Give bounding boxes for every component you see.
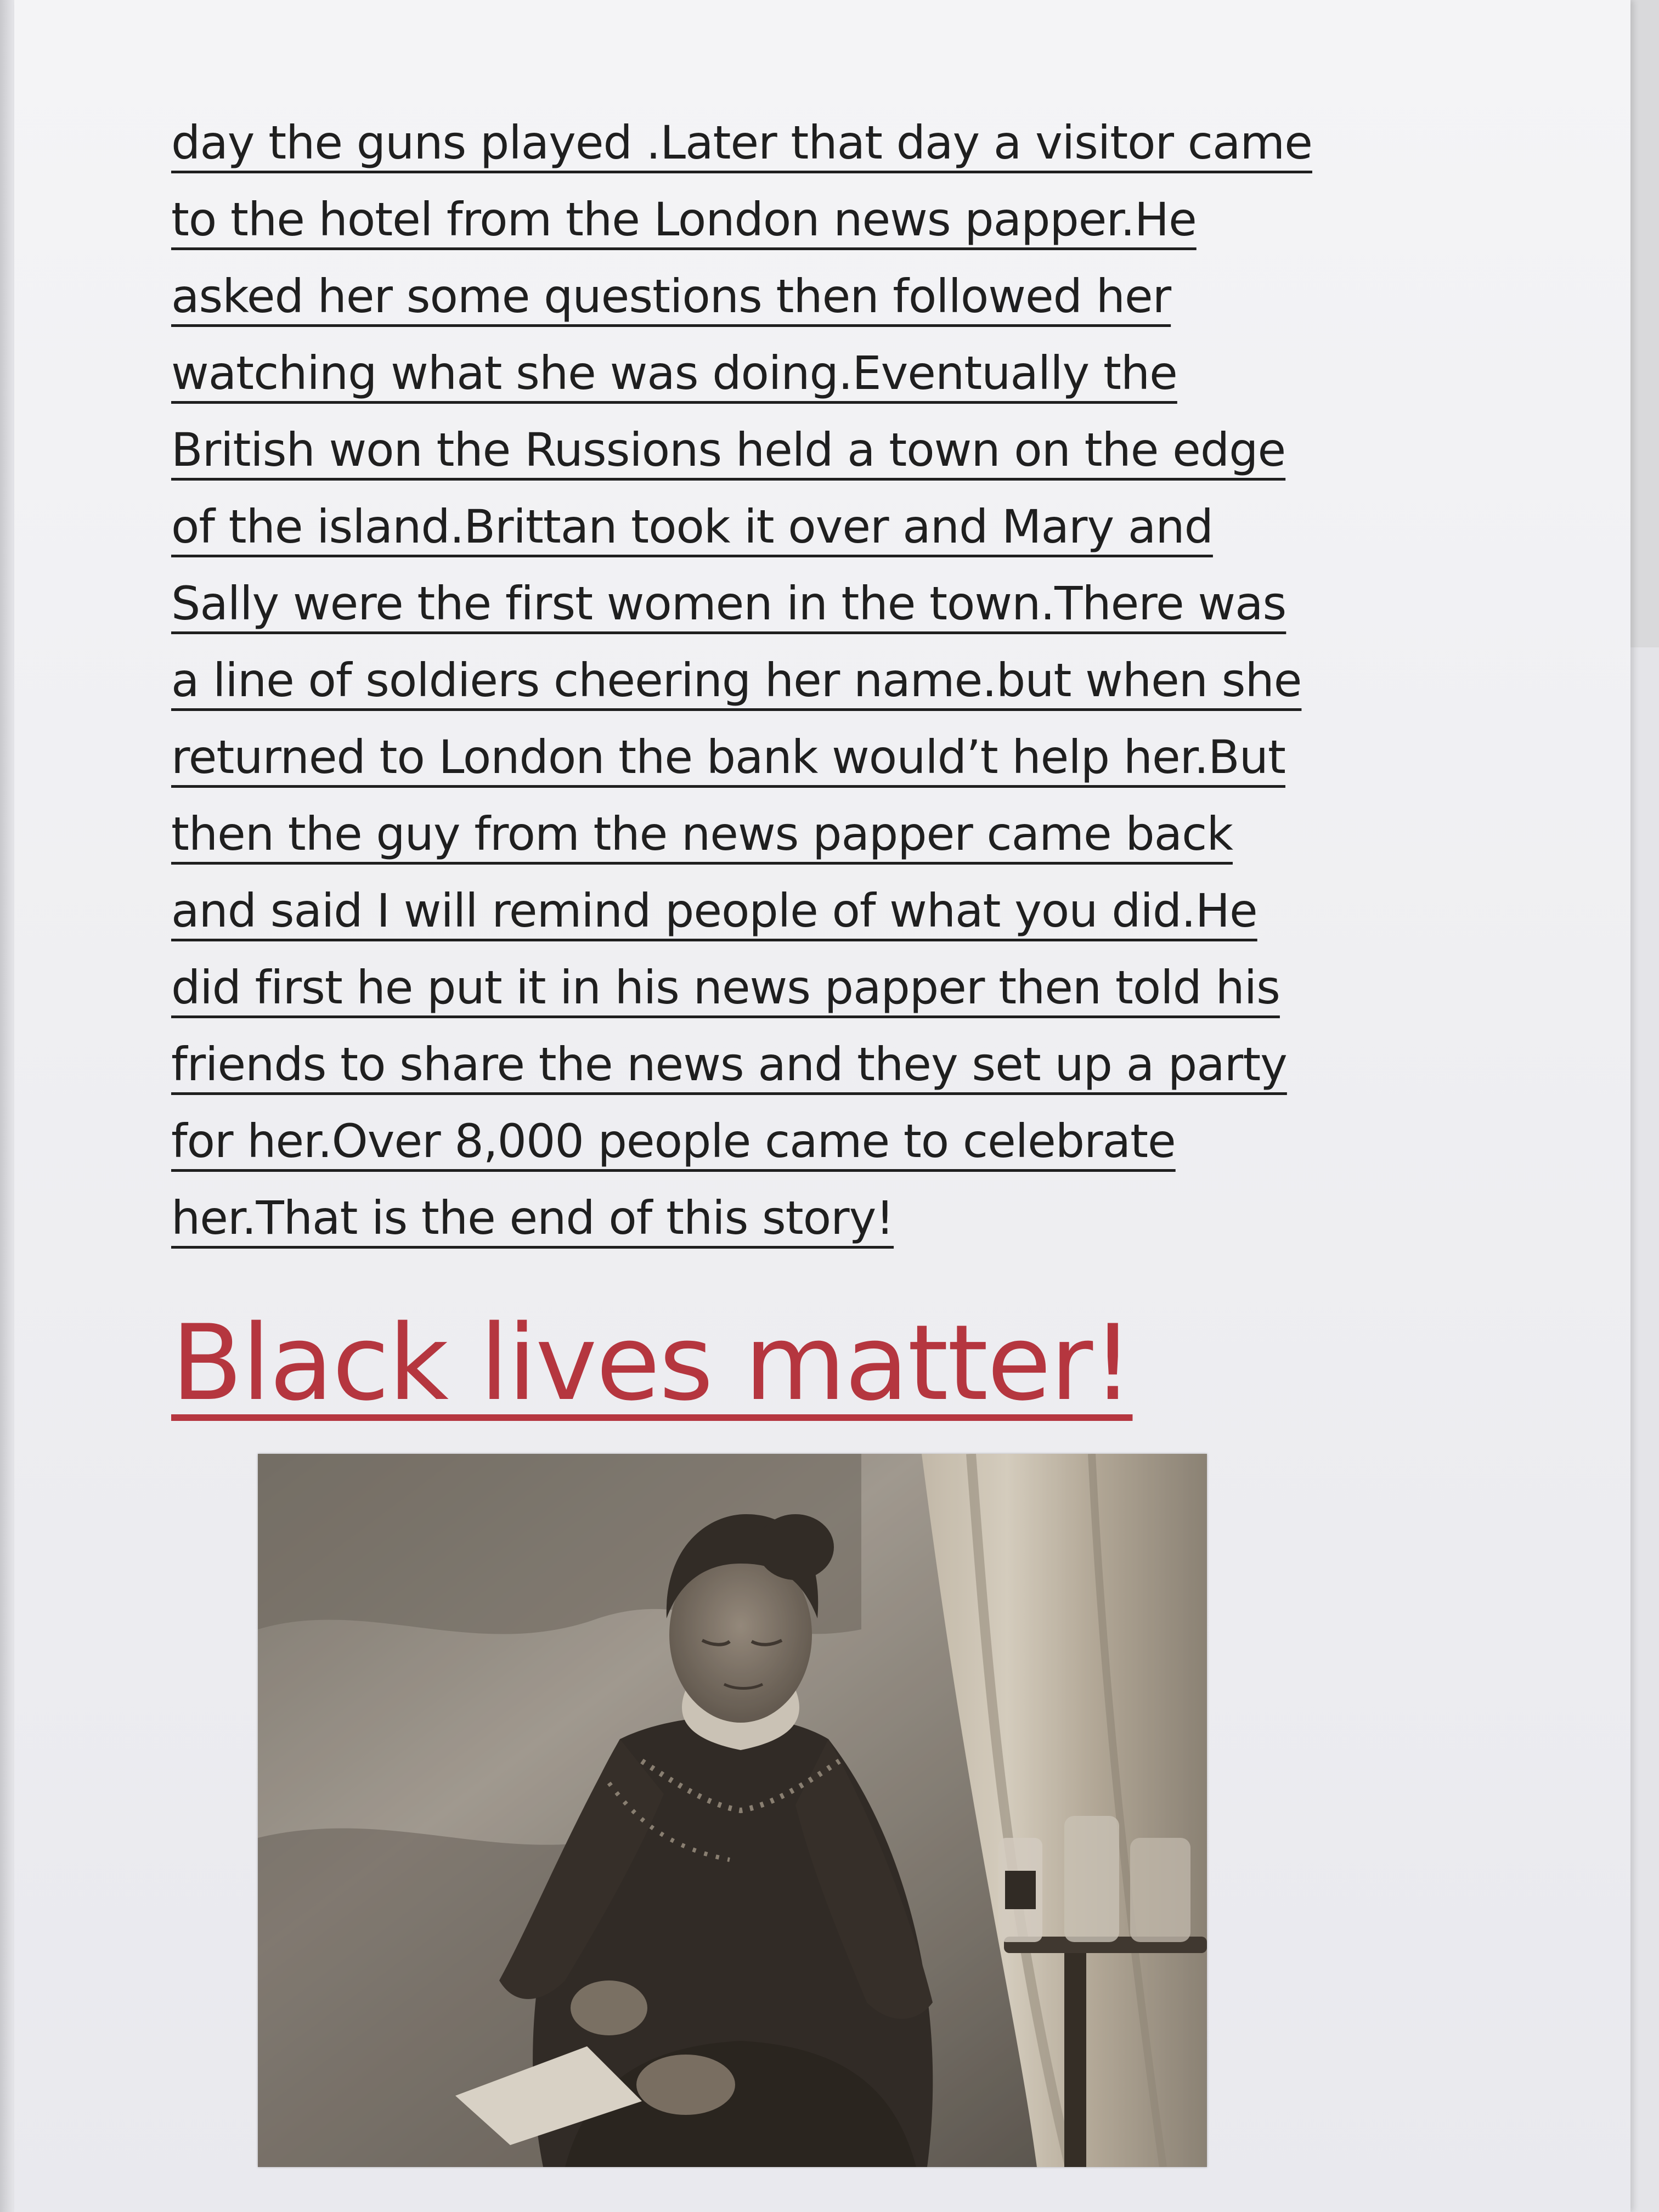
story-line: of the island.Brittan took it over and Mary and	[171, 500, 1213, 554]
story-line: returned to London the bank would’t help her.But	[171, 730, 1285, 784]
story-line: and said I will remind people of what you did.He	[171, 884, 1257, 938]
story-line: did first he put it in his news papper then told his	[171, 961, 1280, 1014]
story-text	[171, 104, 1433, 1256]
headline: Black lives matter!	[171, 1302, 1133, 1424]
story-line: watching what she was doing.Eventually the	[171, 346, 1177, 400]
portrait-illustration	[258, 1454, 1207, 2167]
story-line: then the guy from the news papper came back	[171, 807, 1233, 861]
story-line: to the hotel from the London news papper.He	[171, 193, 1197, 246]
portrait-photo	[258, 1454, 1207, 2167]
story-line: her.That is the end of this story!	[171, 1191, 894, 1245]
story-line: friends to share the news and they set up a party	[171, 1037, 1287, 1091]
underlying-sheet-edge	[0, 0, 14, 2212]
underlying-sheet-right	[1630, 647, 1659, 2212]
story-line: for her.Over 8,000 people came to celebrate	[171, 1114, 1176, 1168]
story-line: British won the Russions held a town on the edge	[171, 423, 1286, 477]
story-line: a line of soldiers cheering her name.but when she	[171, 653, 1302, 707]
story-line: Sally were the first women in the town.There was	[171, 577, 1286, 630]
story-line: day the guns played .Later that day a visitor came	[171, 116, 1312, 170]
story-line: asked her some questions then followed her	[171, 269, 1171, 323]
